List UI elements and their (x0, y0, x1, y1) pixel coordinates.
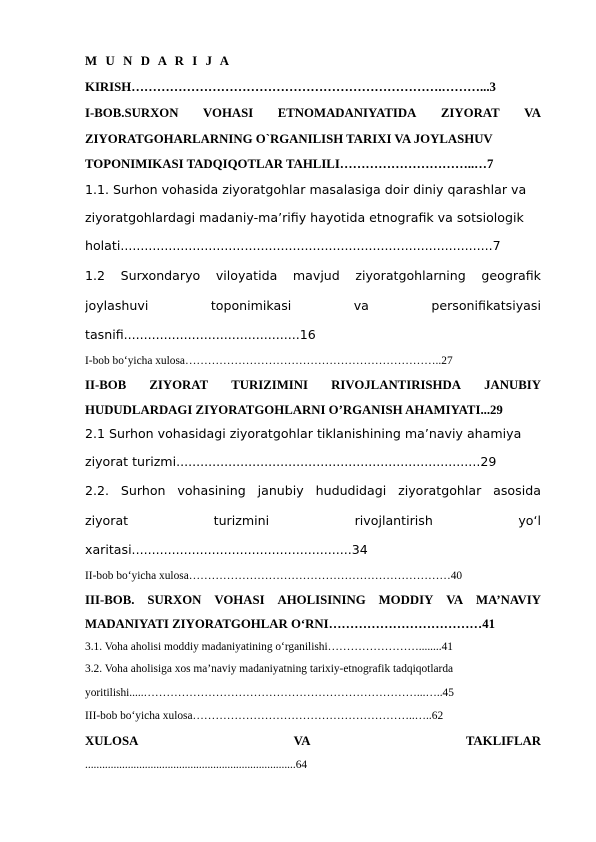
word: ziyorat (85, 513, 129, 528)
toc-entry-chapter2-summary: II-bob bo‘yicha xulosa……………………………………………………………40 (85, 570, 463, 582)
word: ZIYORAT (440, 106, 500, 120)
word: Surhon (120, 483, 166, 498)
word: VA (293, 734, 311, 748)
word: personifikatsiyasi (431, 298, 541, 313)
word: I-BOB.SURXON (85, 106, 179, 120)
word: 1.2 (85, 268, 106, 283)
toc-entry-3-2-line2: yoritilishi.....………………………………………………………………...…..45 (85, 687, 454, 699)
word: mavjud (292, 268, 340, 283)
toc-entry-2-1-line1: 2.1 Surhon vohasidagi ziyoratgohlar tiklanishining ma’naviy ahamiya (85, 426, 522, 441)
word: TAKLIFLAR (465, 734, 541, 748)
word: rivojlantirish (354, 513, 433, 528)
toc-entry-2-2-line1 (85, 483, 541, 498)
word: 2.2. (85, 483, 110, 498)
word: II-BOB (85, 378, 127, 392)
word: XULOSA (85, 734, 139, 748)
word: yo‘l (518, 513, 541, 528)
word: ZIYORAT (149, 378, 209, 392)
word: AHOLISINING (277, 593, 366, 607)
toc-entry-chapter1-line1 (85, 106, 541, 121)
toc-entry-chapter2-line2: HUDUDLARDAGI ZIYORATGOHLARNI O’RGANISH AHAMIYATI...29 (85, 403, 503, 417)
toc-entry-chapter1-line2: ZIYORATGOHARLARNING O`RGANILISH TARIXI VA JOYLASHUV (85, 132, 493, 146)
word: viloyatida (215, 268, 278, 283)
word: SURXON (147, 593, 202, 607)
toc-entry-2-1-line2: ziyorat turizmi............................................................................29 (85, 454, 497, 469)
word: VOHASI (203, 106, 254, 120)
toc-entry-1-1-line1: 1.1. Surhon vohasida ziyoratgohlar masalasiga doir diniy qarashlar va (85, 182, 527, 197)
word: III-BOB. (85, 593, 135, 607)
word: ziyoratgohlarning (355, 268, 466, 283)
toc-title: M U N D A R I J A (85, 54, 232, 68)
word: ziyoratgohlar (398, 483, 482, 498)
word: VOHASI (214, 593, 265, 607)
word: turizmini (213, 513, 270, 528)
toc-entry-chapter3-line2: MADANIYATI ZIYORATGOHLAR O‘RNI………………………………41 (85, 617, 495, 631)
toc-entry-kirish: KIRISH……………………………………………………………….………...3 (85, 80, 496, 94)
word: asosida (493, 483, 541, 498)
word: geografik (481, 268, 541, 283)
toc-entry-chapter1-summary: I-bob bo‘yicha xulosa…………………………………………………………..27 (85, 355, 453, 367)
toc-entry-3-2-line1: 3.2. Voha aholisiga xos ma’naviy madaniyatning tarixiy-etnografik tadqiqotlarda (85, 663, 454, 675)
toc-entry-1-1-line2: ziyoratgohlardagi madaniy-ma’rifiy hayotida etnografik va sotsiologik (85, 210, 524, 225)
word: janubiy (257, 483, 304, 498)
toc-entry-chapter3-line1 (85, 593, 541, 608)
word: VA (446, 593, 464, 607)
word: vohasining (177, 483, 246, 498)
word: RIVOJLANTIRISHDA (331, 378, 461, 392)
toc-entry-1-2-line1 (85, 268, 541, 283)
word: va (353, 298, 369, 313)
word: ETNOMADANIYATIDA (277, 106, 417, 120)
toc-entry-2-2-line2 (85, 513, 541, 528)
toc-entry-1-1-line3: holati.............................................................................................7 (85, 238, 501, 253)
toc-entry-chapter3-summary: III-bob bo‘yicha xulosa…………………………………………………..…..62 (85, 710, 444, 722)
word: MODDIY (378, 593, 434, 607)
toc-entry-1-2-line3: tasnifi............................................16 (85, 327, 316, 342)
toc-entry-conclusion-line1 (85, 734, 541, 749)
word: TURIZIMINI (231, 378, 309, 392)
word: VA (524, 106, 541, 120)
word: Surxondaryo (120, 268, 201, 283)
toc-entry-3-1: 3.1. Voha aholisi moddiy madaniyatining o‘rganilishi……………………........41 (85, 641, 453, 653)
toc-entry-1-2-line2 (85, 298, 541, 313)
toc-entry-conclusion-line2: ..........................................................................64 (85, 759, 308, 771)
word: joylashuvi (85, 298, 149, 313)
word: MA’NAVIY (476, 593, 541, 607)
word: toponimikasi (210, 298, 292, 313)
toc-entry-2-2-line3: xaritasi.......................................................34 (85, 542, 368, 557)
word: JANUBIY (484, 378, 541, 392)
word: hududidagi (315, 483, 387, 498)
toc-entry-chapter1-line3: TOPONIMIKASI TADQIQOTLAR TAHLILI…………………………..…7 (85, 157, 494, 171)
toc-entry-chapter2-line1 (85, 378, 541, 393)
